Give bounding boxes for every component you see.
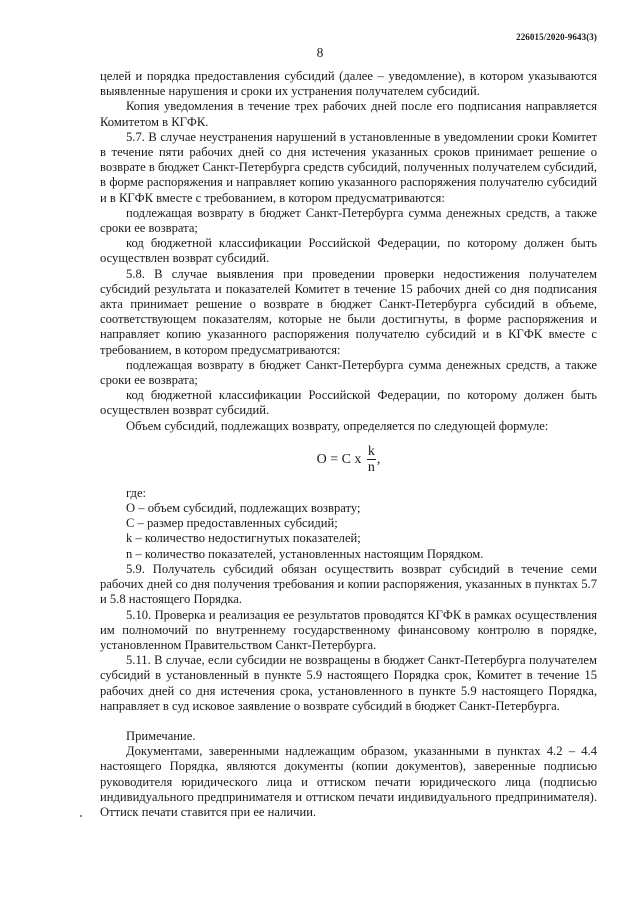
paragraph: целей и порядка предоставления субсидий (далее – уведомление), в котором указываются выявленные нарушения и сроки их устранения получателем субсидий. (100, 69, 597, 99)
note-title: Примечание. (126, 728, 196, 743)
formula-lhs: O = C x (316, 452, 365, 468)
formula (100, 434, 597, 486)
document-body (100, 69, 597, 820)
paragraph-5-9: 5.9. Получатель субсидий обязан осуществить возврат субсидий в течение семи рабочих дней со дня получения требования и копии распоряжения, указанных в пунктах 5.7 и 5.8 настоящего Порядка. (100, 561, 597, 607)
paragraph: код бюджетной классификации Российской Федерации, по которому должен быть осуществлен возврат субсидий. (100, 236, 597, 266)
where-line: k – количество недостигнутых показателей; (126, 531, 361, 546)
paragraph-5-10: 5.10. Проверка и реализация ее результатов проводятся КГФК в рамках осуществления им полномочий по внутреннему государственному финансовому контролю в порядке, установленном Правительством Санкт-Петербурга. (100, 607, 597, 652)
where-line: n – количество показателей, установленных настоящим Порядком. (126, 546, 484, 561)
paragraph-5-7: 5.7. В случае неустранения нарушений в установленные в уведомлении сроки Комитет в течение пяти рабочих дней со дня истечения указанных сроков принимает решение о возврате в бюджет Санкт-Петербурга средств субсидий, полученных получателем субсидий, в форме распоряжения и направляет копию указанного распоряжения получателю субсидий и в КГФК вместе с требованием, в котором предусматриваются: (100, 129, 597, 205)
paragraph: код бюджетной классификации Российской Федерации, по которому должен быть осуществлен возврат субсидий. (100, 388, 597, 418)
document-number: 226015/2020-9643(3) (516, 32, 597, 42)
where-line: C – размер предоставленных субсидий; (126, 516, 338, 531)
page-number: 8 (316, 45, 324, 60)
paragraph-5-11: 5.11. В случае, если субсидии не возвращены в бюджет Санкт-Петербурга получателем субсидий в установленный в пункте 5.9 настоящего Порядка срок, Комитет в течение 15 рабочих дней со дня истечения срока, установленного в пункте 5.9 настоящего Порядка, направляет в суд исковое заявление о возврате субсидий в бюджет Санкт-Петербурга. (100, 653, 597, 713)
paragraph: подлежащая возврату в бюджет Санкт-Петербурга сумма денежных средств, а также сроки ее возврата; (100, 357, 597, 388)
formula-numerator: k (367, 444, 375, 460)
formula-tail: , (376, 452, 381, 468)
paragraph: подлежащая возврату в бюджет Санкт-Петербурга сумма денежных средств, а также сроки ее возврата; (100, 205, 597, 236)
paragraph-5-8: 5.8. В случае выявления при проведении проверки недостижения получателем субсидий результата и показателей Комитет в течение 15 рабочих дней со дня подписания акта принимает решение о возврате в бюджет Санкт-Петербурга субсидий в объеме, соответствующем показателям, которые не были достигнуты, в форме распоряжения и направляет копию указанного распоряжения получателю субсидий и в КГФК вместе с требованием, в котором предусматриваются: (100, 266, 597, 357)
note-text: Документами, заверенными надлежащим образом, указанными в пунктах 4.2 – 4.4 настоящего Порядка, являются документы (копии документов), заверенные подписью руководителя юридического лица и оттиском печати юридического лица (подписью индивидуального предпринимателя и оттиском печати индивидуального предпринимателя). Оттиск печати ставится при ее наличии. (100, 744, 597, 819)
spacer (100, 714, 597, 729)
scan-speck (80, 815, 82, 817)
where-line: O – объем субсидий, подлежащих возврату; (126, 501, 361, 516)
formula-fraction (367, 444, 376, 475)
paragraph: Объем субсидий, подлежащих возврату, определяется по следующей формуле: (126, 418, 549, 433)
where-line: где: (126, 485, 147, 500)
paragraph: Копия уведомления в течение трех рабочих дней после его подписания направляется Комитетом в КГФК. (100, 99, 597, 129)
formula-denominator: n (367, 460, 375, 476)
